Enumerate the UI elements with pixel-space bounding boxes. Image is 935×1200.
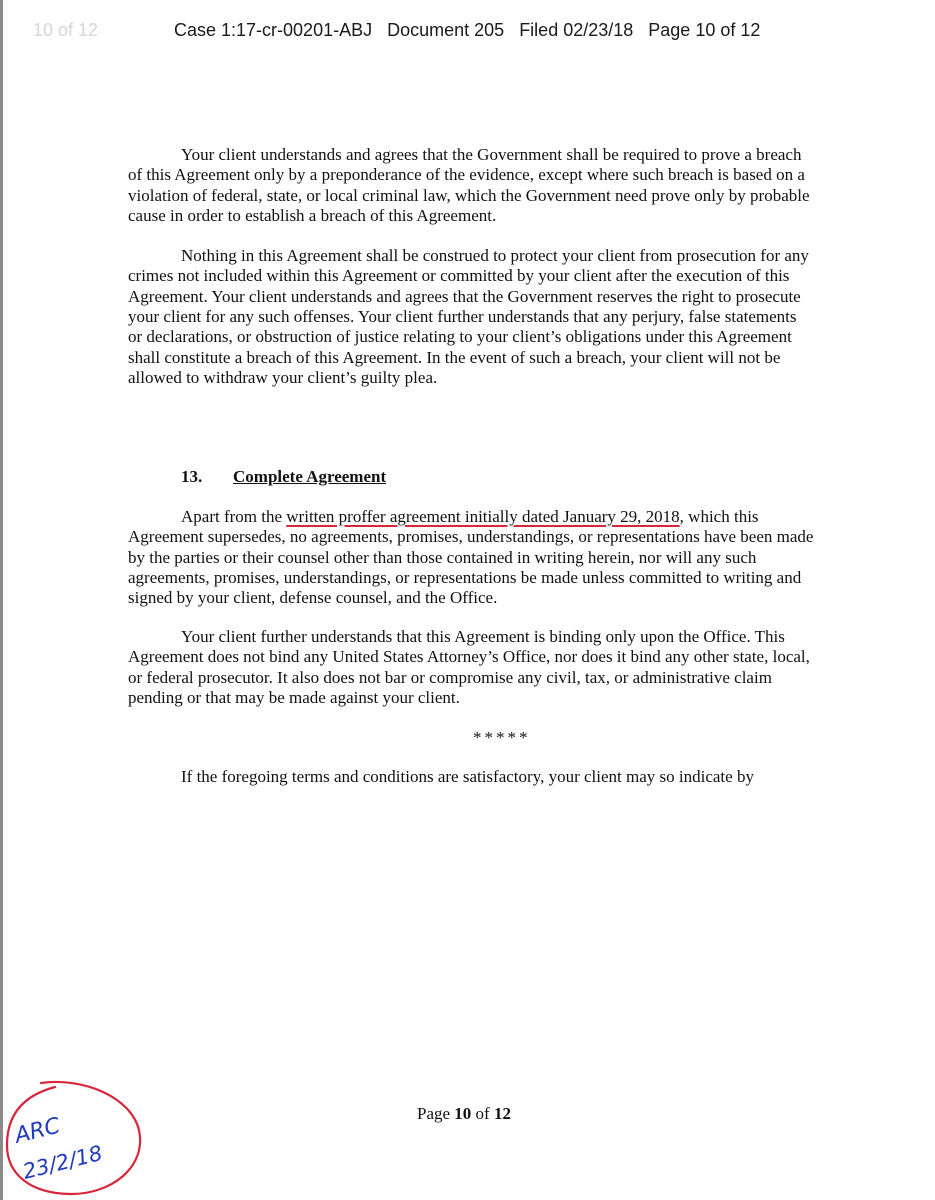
- paragraph-complete-agreement: [128, 507, 814, 608]
- handwritten-initials: ARC: [12, 1113, 63, 1149]
- footer-of-word: of: [475, 1104, 490, 1123]
- filed-date: Filed 02/23/18: [519, 20, 634, 40]
- footer-page-total: 12: [493, 1104, 511, 1123]
- section-title: Complete Agreement: [233, 467, 387, 486]
- header-page-number: Page 10 of 12: [648, 20, 761, 40]
- page-indicator: 10 of 12: [33, 20, 99, 40]
- section-heading: [181, 467, 386, 487]
- p3-before: Apart from the: [181, 507, 287, 526]
- paragraph-no-protection: Nothing in this Agreement shall be construed to protect your client from prosecution for any crimes not included within this Agreement or committed by your client after the execution of this Agreement. Your client understands and agrees that the Government reserves the right to prosecute your client for any such offenses. Your client further understands that any perjury, false statements or declarations, or obstruction of justice relating to your client’s obligations under this Agreement shall constitute a breach of this Agreement. In the event of such a breach, your client will not be allowed to withdraw your client’s guilty plea.: [128, 246, 809, 387]
- paragraph-foregoing-terms: [128, 767, 814, 787]
- document-number: Document 205: [387, 20, 505, 40]
- paragraph-breach-proof: Your client understands and agrees that the Government shall be required to prove a breach of this Agreement only by a preponderance of the evidence, except where such breach is based on a violation of federal, state, or local criminal law, which the Government need prove only by probable cause in order to establish a breach of this Agreement.: [128, 145, 810, 225]
- ecf-header: [174, 20, 775, 41]
- p5-text: If the foregoing terms and conditions are satisfactory, your client may so indicate by: [181, 767, 754, 786]
- footer-page-word: Page: [417, 1104, 451, 1123]
- case-number: Case 1:17-cr-00201-ABJ: [174, 20, 373, 40]
- handwritten-initials-annotation: [3, 1075, 153, 1200]
- highlighted-proffer-date: written proffer agreement initially dated January 29, 2018: [286, 507, 680, 526]
- page-footer: [417, 1104, 511, 1124]
- section-number: 13.: [181, 467, 203, 486]
- section-separator: *****: [473, 728, 531, 747]
- document-body: [128, 145, 814, 388]
- footer-page-number: 10: [454, 1104, 472, 1123]
- p3-after: , which this Agreement supersedes, no agreements, promises, understandings, or representations have been made by the parties or their counsel other than those contained in writing herein, nor will any such agreements, promises, understandings, or representations be made unless committed to writing and signed by your client, defense counsel, and the Office.: [128, 507, 814, 608]
- handwritten-date: 23/2/18: [20, 1140, 105, 1184]
- paragraph-binding-only: [128, 627, 814, 708]
- p4-text: Your client further understands that this Agreement is binding only upon the Office. This Agreement does not bind any United States Attorney’s Office, nor does it bind any other state, local, or federal prosecutor. It also does not bar or compromise any civil, tax, or administrative claim pending or that may be made against your client.: [128, 627, 810, 707]
